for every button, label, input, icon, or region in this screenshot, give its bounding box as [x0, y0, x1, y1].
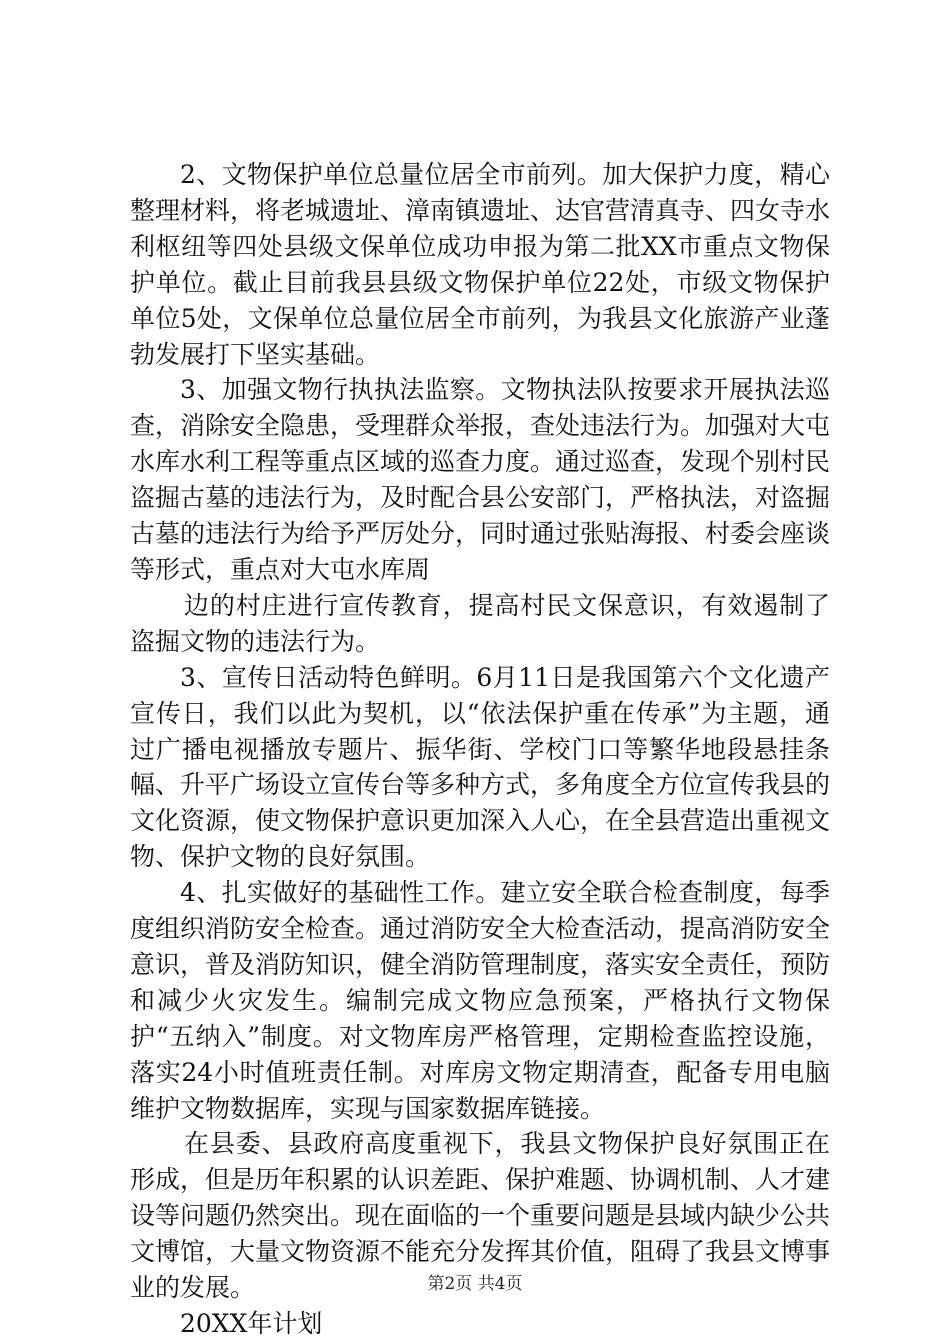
paragraph-protection-units: 2、文物保护单位总量位居全市前列。加大保护力度，精心整理材料，将老城遗址、漳南镇遗址、达官营清真寺、四女寺水利枢纽等四处县级文保单位成功申报为第二批XX市重点文物保护单位。截止目前我县县级文物保护单位22处，市级文物保护单位5处，文保单位总量位居全市前列，为我县文化旅游产业蓬勃发展打下坚实基础。: [130, 160, 831, 369]
page-footer: 第2页 共4页: [427, 1274, 523, 1294]
paragraph-heritage-day: 3、宣传日活动特色鲜明。6月11日是我国第六个文化遗产宣传日，我们以此为契机，以“依法保护重在传承”为主题，通过广播电视播放专题片、振华街、学校门口等繁华地段悬挂条幅、升平广场设立宣传台等多种方式，多角度全方位宣传我县的文化资源，使文物保护意识更加深入人心，在全县营造出重视文物、保护文物的良好氛围。: [130, 662, 831, 872]
paragraph-law-enforcement: 3、加强文物行执执法监察。文物执法队按要求开展执法巡查，消除安全隐患，受理群众举报，查处违法行为。加强对大屯水库水利工程等重点区域的巡查力度。通过巡查，发现个别村民盗掘古墓的违法行为，及时配合县公安部门，严格执法，对盗掘古墓的违法行为给予严厉处分，同时通过张贴海报、村委会座谈等形式，重点对大屯水库周: [130, 375, 831, 584]
paragraph-law-enforcement-continued: 边的村庄进行宣传教育，提高村民文保意识，有效遏制了盗掘文物的违法行为。: [130, 590, 830, 656]
section-heading-plan: 20XX年计划: [180, 1309, 323, 1338]
paragraph-summary: 在县委、县政府高度重视下，我县文物保护良好氛围正在形成，但是历年积累的认识差距、保护难题、协调机制、人才建设等问题仍然突出。现在面临的一个重要问题是县域内缺少公共文博馆，大量文物资源不能充分发挥其价值，阻碍了我县文博事业的发展。: [130, 1129, 831, 1303]
document-body: [130, 157, 830, 1342]
paragraph-basic-work: 4、扎实做好的基础性工作。建立安全联合检查制度，每季度组织消防安全检查。通过消防安全大检查活动，提高消防安全意识，普及消防知识，健全消防管理制度，落实安全责任，预防和减少火灾发生。编制完成文物应急预案，严格执行文物保护“五纳入”制度。对文物库房严格管理，定期检查监控设施，落实24小时值班责任制。对库房文物定期清查，配备专用电脑维护文物数据库，实现与国家数据库链接。: [130, 878, 831, 1123]
